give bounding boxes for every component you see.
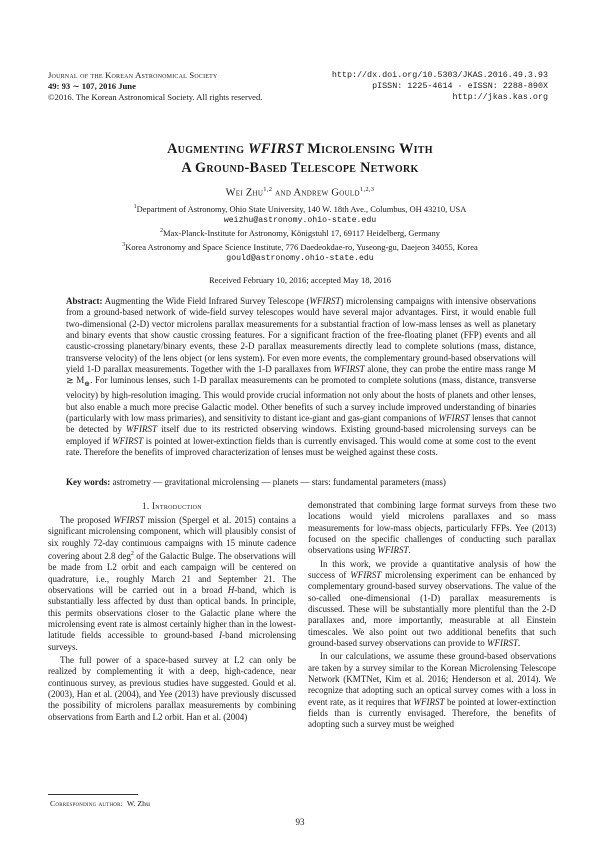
author-conjunction: and: [272, 187, 294, 199]
paper-title: [0, 140, 600, 177]
abstract-emphasis: WFIRST: [309, 296, 341, 306]
abstract-text: is pointed at lower-extinction fields than is currently envisaged. This would come at some cost to the event rate. Therefore the benefits of improved characterization of lenses must be weighed against these costs.: [66, 435, 537, 458]
paragraph-text: In this work, we provide a quantitative analysis of how the success of: [308, 558, 556, 580]
paragraph-emphasis: WFIRST: [350, 569, 382, 580]
paragraph-text: In our calculations, we assume these ground-based observations are taken by a survey similar to the Korean Microlensing Telescope Network (KMTNet, Kim et al. 2016; Henderson et al. 2014). We recognize that adopting such an optical survey comes with a loss in event rate, as it requires that: [308, 651, 556, 707]
abstract-emphasis: WFIRST: [438, 413, 470, 424]
paragraph-emphasis: H: [227, 584, 235, 595]
paragraph-emphasis: I: [219, 630, 223, 641]
paragraph-emphasis: WFIRST: [486, 637, 518, 648]
keywords: [66, 477, 536, 488]
title-emphasis: WFIRST: [248, 141, 304, 157]
footnote-label: Corresponding author:: [50, 799, 123, 808]
paragraph-superscript: 2: [130, 550, 134, 557]
affiliation-text: Max-Planck-Institute for Astronomy, Königstuhl 17, 69117 Heidelberg, Germany: [162, 228, 441, 239]
page-number: 93: [295, 817, 305, 827]
affiliation-text: Korea Astronomy and Space Science Institute, 776 Daedeokdae-ro, Yuseong-gu, Daejeon 34055, Korea: [125, 241, 478, 252]
footnote-name: W. Zhu: [126, 799, 150, 808]
right-column: [308, 500, 556, 731]
author-name: Wei Zhu: [225, 187, 264, 199]
affiliation-3: $^3$Korea Astronomy and Space Science Institute, 776 Daedeokdae-ro, Yuseong-gu, Daejeon 34055, Korea: [122, 241, 478, 252]
paragraph-text: -band microlensing surveys.: [48, 630, 296, 652]
received-dates: Received February 10, 2016; accepted May 18, 2016: [208, 275, 392, 285]
paragraph: The full power of a space-based survey at L2 can only be realized by complementing it with a deep, high-cadence, near continuous survey, as previous studies have suggested. Gould et al. (2003), Han et al. (2004), and Yee (2013) have previously discussed the possibility of microlens parallax measurements by combining observations from Earth and L2 orbit. Han et al. (2004): [48, 654, 296, 722]
author-affil-marker: 1,2: [263, 186, 273, 193]
paragraph-text: microlensing experiment can be enhanced by complementary ground-based survey observations. The value of the so-called one-dimensional (1-D) parallax measurements is discussed. These will be substantially more plentiful than the 2-D parallaxes and, more importantly, measurable at all Einstein timescales. We also point out two additional benefits that such ground-based survey observations can provide to: [308, 569, 556, 648]
paragraph-text: .: [408, 545, 411, 556]
paragraph-text: The proposed: [60, 515, 114, 525]
abstract-text: Augmenting the Wide Field Infrared Survey Telescope (: [102, 296, 310, 306]
abstract: [66, 296, 536, 458]
paragraph: [48, 515, 296, 653]
keywords-text: astrometry — gravitational microlensing — planets — stars: fundamental parameters (mass): [110, 477, 446, 487]
abstract-text: . For luminous lenses, such 1-D parallax measurements can be promoted to complete solutions (mass, distance, transverse velocity) by high-resolution imaging. This would provide crucial information not only about the hosts of planets and other lenses, but also enable a much more precise Galactic model. Other benefits of such a survey include improved understanding of binaries (particularly with low mass primaries), and sensitivity to distant ice-giant and gas-giant companions of: [66, 375, 536, 424]
journal-header: [48, 70, 262, 104]
paragraph-text: .: [517, 637, 521, 648]
paragraph: [308, 651, 556, 730]
author-email[interactable]: gould@astronomy.ohio-state.edu: [226, 253, 374, 263]
paragraph-text: of the Galactic Bulge. The observations will be made from L2 orbit and each campaign will be centered on quadrature, i.e., roughly March 21 and September 21. The observations will be carried out in a broad: [48, 550, 296, 595]
paragraph-emphasis: WFIRST: [413, 696, 445, 707]
title-line-2: A Ground-Based Telescope Network: [181, 159, 419, 176]
journal-url-link[interactable]: http://jkas.kas.org: [452, 92, 548, 103]
doi-link[interactable]: http://dx.doi.org/10.5303/JKAS.2016.49.3.93: [331, 70, 548, 80]
abstract-text: ) microlensing campaigns with intensive observations from a ground-based network of wide-field survey telescopes would have several major advantages. First, it would enable full two-dimensional (2-D) vector microlens parallax measurements for a substantial fraction of low-mass lenses as well as planetary and binary events that show caustic crossing features. For a significant fraction of the free-floating planet (FFP) events and all caustic-crossing planetary/binary events, these 2-D parallax measurements directly lead to complete solutions (mass, distance, transverse velocity) of the lens object (or lens system). For even more events, the complementary ground-based observations will yield 1-D parallax measurements. Together with the 1-D parallaxes from: [66, 296, 537, 374]
author-email[interactable]: weizhu@astronomy.ohio-state.edu: [223, 216, 377, 226]
abstract-text: itself due to its restricted observing windows. Existing ground-based microlensing surveys can be employed if: [66, 424, 536, 446]
title-part: Augmenting: [167, 141, 249, 157]
paragraph-text: demonstrated that combining large format surveys from these two locations would yield microlens parallaxes and so mass measurements for low-mass objects, particularly FFPs. Yee (2013) focused on the specific challenges of conducting such parallax observations using: [308, 500, 556, 556]
paragraph-text: be pointed at lower-extinction fields than is currently envisaged. Therefore, the benefits of adopting such a survey must be weighed: [308, 696, 556, 730]
abstract-label: Abstract:: [66, 296, 103, 306]
journal-name: Journal of the Korean Astronomical Society: [48, 70, 218, 80]
affiliation-2: $^2$Max-Planck-Institute for Astronomy, Königstuhl 17, 69117 Heidelberg, Germany: [159, 228, 441, 239]
author-list: [0, 186, 600, 198]
corresponding-author-note: [50, 799, 150, 808]
paragraph-emphasis: WFIRST: [113, 515, 145, 525]
author-affil-marker: 1,2,3: [359, 186, 375, 193]
volume-info: 49: 93 ∼ 107, 2016 June: [48, 81, 136, 92]
paragraph-emphasis: WFIRST: [377, 545, 409, 556]
issn-info: pISSN: 1225-4614 · eISSN: 2288-890X: [372, 81, 548, 92]
author-name: Andrew Gould: [293, 187, 360, 199]
abstract-emphasis: WFIRST: [126, 424, 158, 435]
abstract-text: lenses that cannot be detected by: [66, 413, 536, 435]
doi-header: [332, 70, 548, 104]
left-column: [48, 500, 296, 723]
abstract-subscript: ⊕: [84, 380, 91, 389]
footnote-rule: [48, 794, 138, 795]
paragraph-text: mission (Spergel et al. 2015) contains a significant microlensing component, which will plausibly consist of six roughly 72-day continuous campaigns with 15 minute cadence covering about 2.8 deg: [48, 515, 296, 561]
affiliation-text: Department of Astronomy, Ohio State University, 140 W. 18th Ave., Columbus, OH 43210, USA: [136, 203, 467, 214]
copyright-notice: ©2016. The Korean Astronomical Society. All rights reserved.: [48, 92, 263, 103]
section-heading: 1. Introduction: [142, 501, 202, 511]
title-part: Microlensing With: [303, 141, 433, 157]
keywords-label: Key words:: [66, 477, 111, 487]
abstract-emphasis: WFIRST: [112, 435, 144, 446]
abstract-emphasis: WFIRST: [333, 363, 365, 374]
paragraph: [308, 500, 556, 557]
paragraph-text: -band, which is substantially less affected by dust than optical bands. In principle, this permits observations closer to the Galactic plane where the microlensing event rate is almost certainly higher than in the lowest-latitude fields accessible to ground-based: [48, 584, 296, 641]
abstract-text: alone, they can probe the entire mass range M ≳ M: [66, 363, 536, 386]
affiliation-1: $^1$Department of Astronomy, Ohio State University, 140 W. 18th Ave., Columbus, OH 43210, USA: [133, 203, 467, 214]
affiliations: [0, 202, 600, 264]
paragraph: [308, 559, 556, 650]
